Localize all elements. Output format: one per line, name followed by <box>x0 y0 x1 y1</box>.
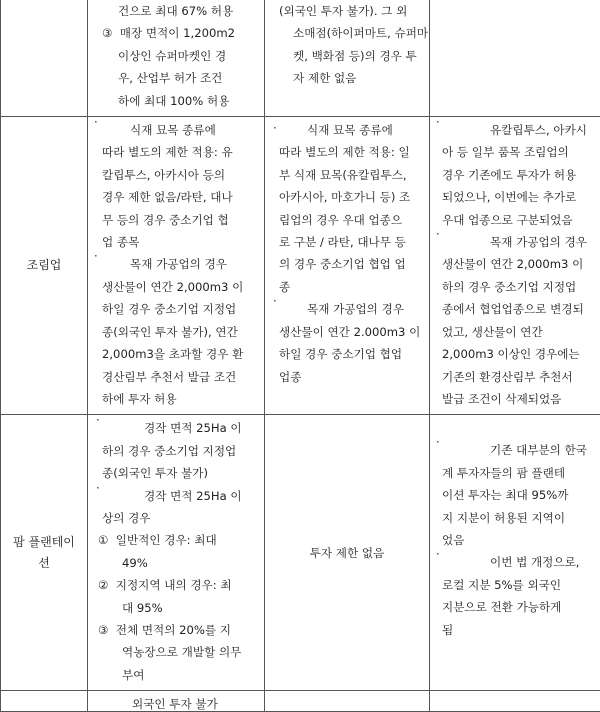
text-line: 우, 산업부 허가 조건 <box>118 67 256 89</box>
col3-cell <box>430 117 600 415</box>
text-line: 하일 경우 중소기업 협업 <box>279 343 421 365</box>
text-line: ② 지정지역 내의 경우: 최 <box>98 574 256 596</box>
col3-cell <box>430 415 600 691</box>
text-line: · 기존 대부분의 한국 <box>442 439 592 461</box>
text-line: 됨 <box>442 619 592 641</box>
text-line: · 목재 가공업의 경우 <box>442 231 592 253</box>
col2-cell <box>265 415 430 691</box>
text-line: 하의 경우 중소기업 지정업 <box>102 440 256 462</box>
table-row <box>1 415 600 691</box>
text-line: 소매점(하이퍼마트, 슈퍼마 <box>279 22 421 44</box>
col1-cell <box>88 117 265 415</box>
text-line: 대 95% <box>102 597 256 619</box>
text-line: 경산림부 추천서 발급 조건 <box>102 366 256 388</box>
col2-cell <box>265 117 430 415</box>
col3-cell <box>430 0 600 117</box>
text-line: 역농장으로 개발할 의무 <box>102 641 256 663</box>
text-line: 생산물이 연간 2,000m3 이 <box>442 253 592 275</box>
text-line: (외국인 투자 불가). 그 외 <box>279 0 421 22</box>
col1-cell <box>88 0 265 117</box>
text-line: 하일 경우 중소기업 지정업 <box>102 298 256 320</box>
text-line: 칼립투스, 아카시아 등의 <box>102 164 256 186</box>
text-line: · 식재 묘목 종류에 <box>279 119 421 141</box>
text-line: 아 등 일부 품목 조림업의 <box>442 141 592 163</box>
text-line: 생산물이 연간 2.000m3 이 <box>279 321 421 343</box>
text-line: 었고, 생산물이 연간 <box>442 321 592 343</box>
text-line: 우대 업종으로 구분되었음 <box>442 209 592 231</box>
text-line: 하의 경우 중소기업 지정업 <box>442 276 592 298</box>
text-line: 종 <box>279 276 421 298</box>
text-line: 49% <box>102 552 256 574</box>
text-line: · 이번 법 개정으로, <box>442 551 592 573</box>
text-line: · 경작 면적 25Ha 이 <box>102 417 256 439</box>
text-line: · 목재 가공업의 경우 <box>102 253 256 275</box>
text-line: 지분으로 전환 가능하게 <box>442 596 592 618</box>
table-row <box>1 117 600 415</box>
text-line: 자 제한 없음 <box>279 67 421 89</box>
text-line: 림업의 경우 우대 업종으 <box>279 209 421 231</box>
text-line: 종에서 협업업종으로 변경되 <box>442 298 592 320</box>
text-line: 종(외국인 투자 불가) <box>102 462 256 484</box>
text-line: 부 식재 묘목(유칼립투스, <box>279 164 421 186</box>
text-line: 켓, 백화점 등)의 경우 투 <box>279 45 421 67</box>
row-label-line: 션 <box>1 553 87 574</box>
text-line: 로 구분 / 라탄, 대나무 등 <box>279 231 421 253</box>
text-line: 로컬 지분 5%를 외국인 <box>442 574 592 596</box>
text-line: 따라 별도의 제한 적용: 유 <box>102 141 256 163</box>
text-line: 2,000m3 이상인 경우에는 <box>442 343 592 365</box>
col1-cell <box>88 415 265 691</box>
text-line: · 식재 묘목 종류에 <box>102 119 256 141</box>
text-line: 이션 투자는 최대 95%까 <box>442 484 592 506</box>
text-line: 업 종목 <box>102 231 256 253</box>
text-line: · 목재 가공업의 경우 <box>279 298 421 320</box>
text-line: 발급 조건이 삭제되었음 <box>442 388 592 410</box>
text-line: 되었으나, 이번에는 추가로 <box>442 186 592 208</box>
text-line: ① 일반적인 경우: 최대 <box>98 529 256 551</box>
row-label-cell <box>1 117 88 415</box>
text-line: 건으로 최대 67% 허용 <box>118 0 256 22</box>
text-line: · 유칼립투스, 아카시 <box>442 119 592 141</box>
table-row <box>1 691 600 712</box>
row-label-cell <box>1 415 88 691</box>
col2-cell <box>265 691 430 712</box>
col2-cell <box>265 0 430 117</box>
text-line: 경우 제한 없음/라탄, 대나 <box>102 186 256 208</box>
text-line: 부여 <box>102 664 256 686</box>
text-line: 생산물이 연간 2,000m3 이 <box>102 276 256 298</box>
text-line: 었음 <box>442 529 592 551</box>
text-line: 이상인 슈퍼마켓인 경 <box>118 45 256 67</box>
text-line: 의 경우 중소기업 협업 업 <box>279 253 421 275</box>
text-line: 하에 투자 허용 <box>102 388 256 410</box>
text-line: 기존의 환경산림부 추천서 <box>442 366 592 388</box>
col1-cell <box>88 691 265 712</box>
text-line: ③ 매장 면적이 1,200m2 <box>102 22 256 44</box>
text-line: 아카시아, 마호가니 등) 조 <box>279 186 421 208</box>
row-label-cell <box>1 691 88 712</box>
row-label-cell <box>1 0 88 117</box>
text-line: 상의 경우 <box>102 507 256 529</box>
text-line: 하에 최대 100% 허용 <box>118 90 256 112</box>
table-row <box>1 0 600 117</box>
row-label: 조림업 <box>27 258 62 272</box>
no-restriction-text: 투자 제한 없음 <box>310 546 385 560</box>
text-line: 경우 기존에도 투자가 허용 <box>442 164 592 186</box>
text-line: 계 투자자들의 팜 플랜테 <box>442 462 592 484</box>
text-line: 종(외국인 투자 불가), 연간 <box>102 321 256 343</box>
text-line: 업종 <box>279 366 421 388</box>
text-line: · 경작 면적 25Ha 이 <box>102 485 256 507</box>
text-line: 따라 별도의 제한 적용: 일 <box>279 141 421 163</box>
text-line: 2,000m3을 초과할 경우 환 <box>102 343 256 365</box>
text-line: ③ 전체 면적의 20%를 지 <box>98 619 256 641</box>
row-label-line: 팜 플랜테이 <box>1 532 87 553</box>
text-line: 외국인 투자 불가 <box>132 693 218 711</box>
text-line: 무 등의 경우 중소기업 협 <box>102 209 256 231</box>
col3-cell <box>430 691 600 712</box>
text-line: 지 지분이 허용된 지역이 <box>442 507 592 529</box>
